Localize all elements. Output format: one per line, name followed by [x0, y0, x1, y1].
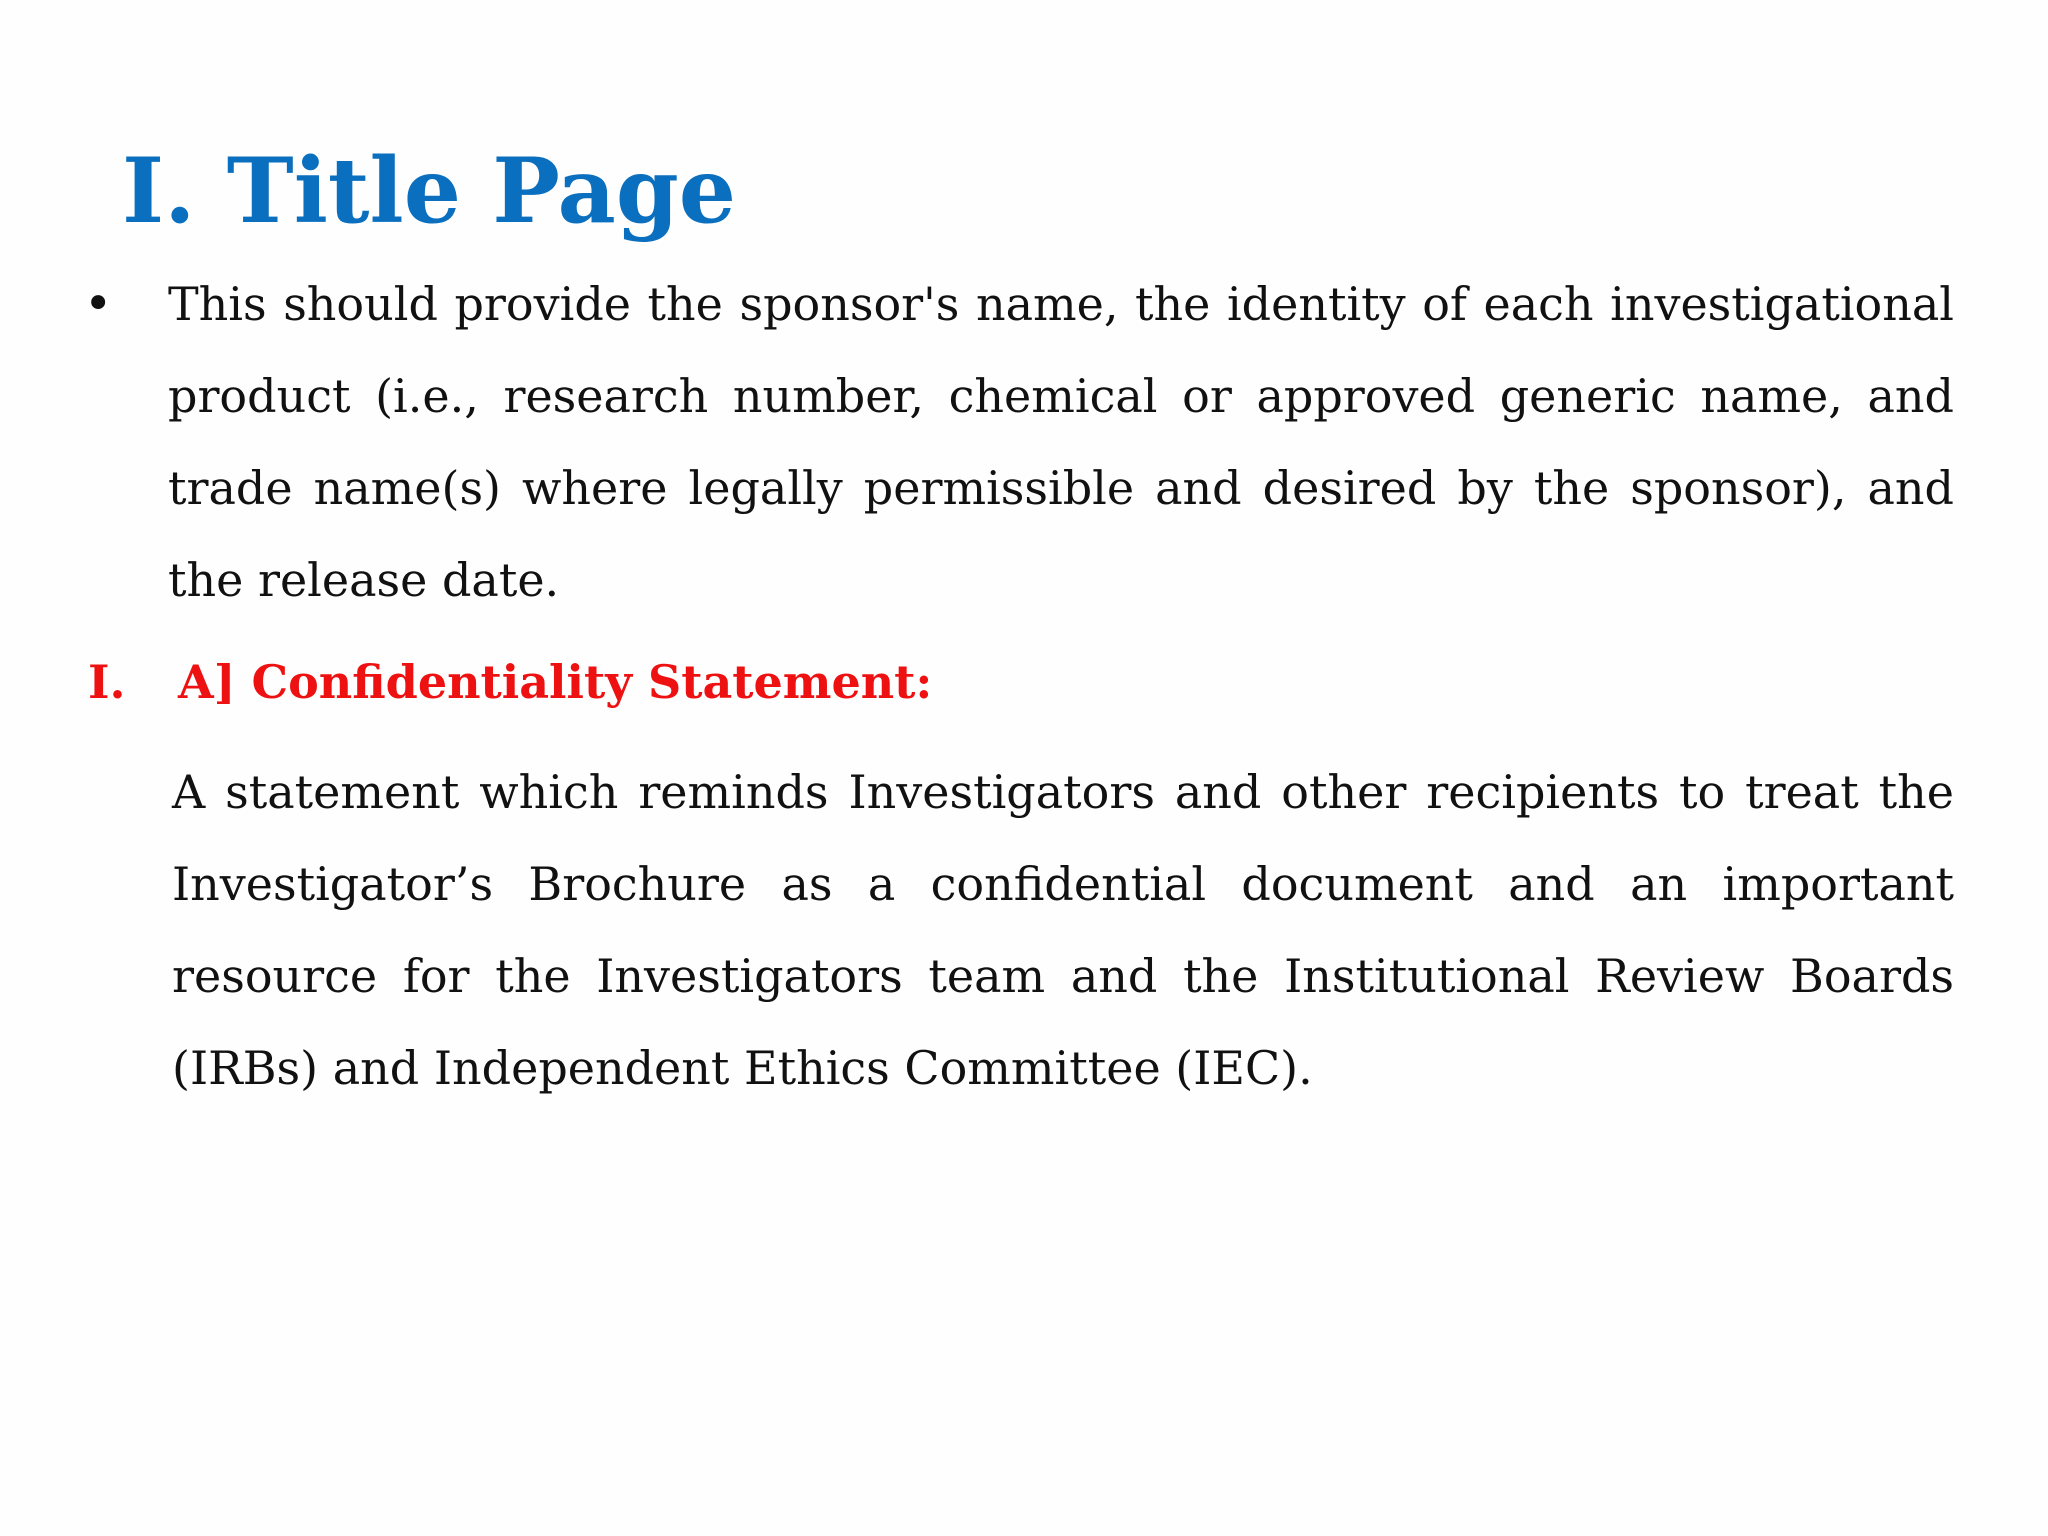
section-heading — [88, 642, 932, 722]
section-heading-text: A] Confidentiality Statement: — [178, 655, 933, 709]
slide-title: I. Title Page — [122, 138, 737, 244]
section-number: I. — [88, 655, 126, 709]
bullet-item — [84, 258, 1954, 626]
bullet-text: This should provide the sponsor's name, the identity of each investigational product (i.e., research number, chemical or approved generic name, and trade name(s) where legally permissible and desired by the sponsor), and the release date. — [168, 277, 1954, 607]
confidentiality-statement-text: A statement which reminds Investigators and other recipients to treat the Investigator’s Brochure as a confidential document and an important resource for the Investigators team and the Institutional Review Boards (IRBs) and Independent Ethics Committee (IEC). — [172, 765, 1954, 1095]
bullet-marker: • — [84, 276, 113, 332]
